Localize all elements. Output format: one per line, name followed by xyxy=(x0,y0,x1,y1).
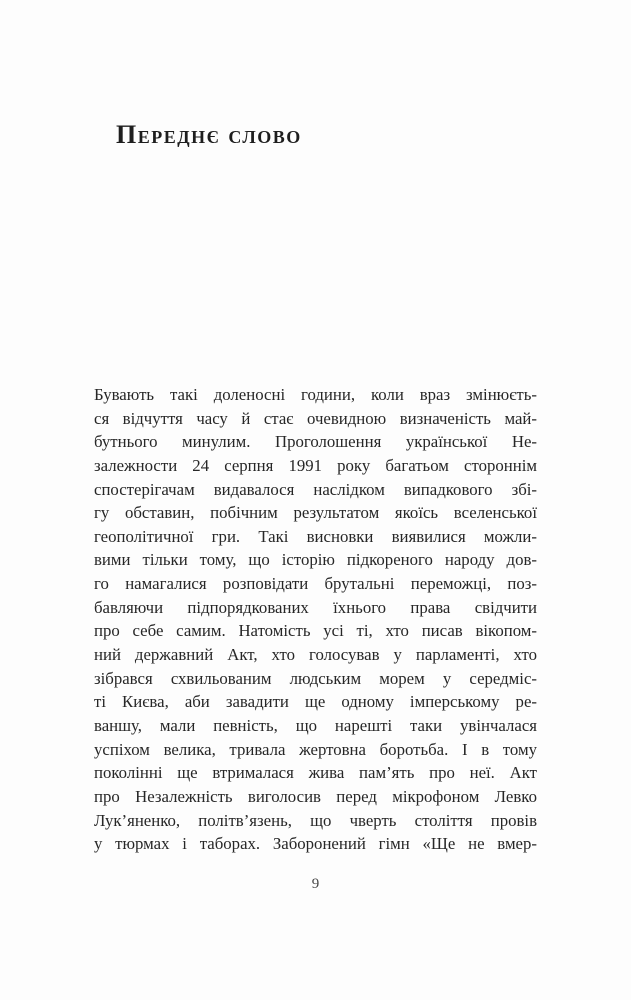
text-line: зібрався схвильованим людським морем у середміс- xyxy=(94,668,537,688)
body-paragraph xyxy=(94,383,537,856)
text-line: у тюрмах і таборах. Заборонений гімн «Ще не вмер- xyxy=(94,834,537,854)
text-line: успіхом велика, тривала жертовна боротьба. І в тому xyxy=(94,739,537,759)
text-line: го намагалися розповідати брутальні переможці, поз- xyxy=(94,574,537,594)
text-line: спостерігачам видавалося наслідком випадкового збі- xyxy=(94,479,537,499)
text-line: ваншу, мали певність, що нарешті таки увінчалася xyxy=(94,715,537,735)
text-line: бутнього минулим. Проголошення української Не- xyxy=(94,432,537,452)
text-line: Бувають такі доленосні години, коли враз змінюєть- xyxy=(94,385,537,404)
text-line: поколінні ще втрималася жива пам’ять про неї. Акт xyxy=(94,763,537,783)
chapter-heading: Переднє слово xyxy=(116,120,302,150)
text-line: Лук’яненко, політв’язень, що чверть століття провів xyxy=(94,810,537,830)
text-line: ся відчуття часу й стає очевидною визначеність май- xyxy=(94,408,537,428)
text-line: про себе самим. Натомість усі ті, хто писав вікопом- xyxy=(94,621,537,641)
text-line: ті Києва, аби завадити ще одному імперському ре- xyxy=(94,692,537,712)
text-line: геополітичної гри. Такі висновки виявилися можли- xyxy=(94,526,537,546)
page-number: 9 xyxy=(311,876,320,892)
text-line: вими тільки тому, що історію підкореного народу дов- xyxy=(94,550,537,570)
text-line: про Незалежність виголосив перед мікрофоном Левко xyxy=(94,786,537,806)
text-line: бавляючи підпорядкованих їхнього права свідчити xyxy=(94,597,537,617)
text-line: ний державний Акт, хто голосував у парламенті, хто xyxy=(94,645,537,665)
text-line: залежности 24 серпня 1991 року багатьом стороннім xyxy=(94,455,537,475)
text-line: гу обставин, побічним результатом якоїсь вселенської xyxy=(94,503,537,523)
